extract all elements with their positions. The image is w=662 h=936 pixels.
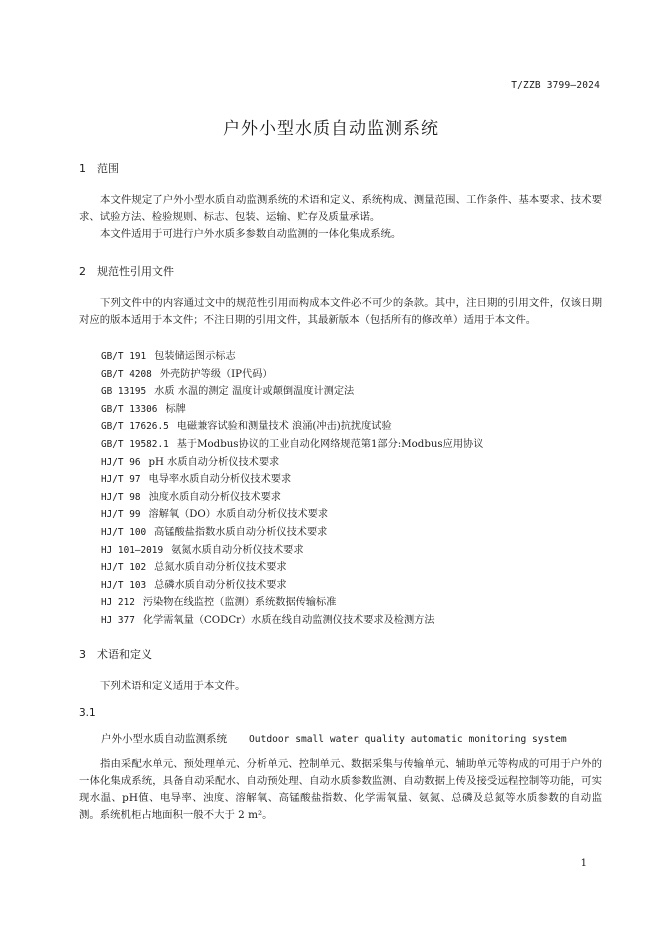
reference-title: 基于Modbus协议的工业自动化网络规范第1部分:Modbus应用协议 xyxy=(176,438,484,450)
reference-item xyxy=(101,524,483,542)
standard-number: T/ZZB 3799—2024 xyxy=(511,80,600,91)
term-chinese: 户外小型水质自动监测系统 xyxy=(101,733,227,745)
reference-item xyxy=(101,489,483,507)
reference-title: 污染物在线监控（监测）系统数据传输标准 xyxy=(142,597,337,609)
document-title: 户外小型水质自动监测系统 xyxy=(223,119,439,139)
reference-title: 高锰酸盐指数水质自动分析仪技术要求 xyxy=(154,526,328,538)
section-title: 术语和定义 xyxy=(97,648,152,661)
term-definition: 指由采配水单元、预处理单元、分析单元、控制单元、数据采集与传输单元、辅助单元等构成的可用于户外的一体化集成系统，具备自动采配水、自动预处理、自动水质参数监测、自动数据上传及接受远程控制等功能，可实现水温、pH值、电导率、浊度、溶解氧、高锰酸盐指数、化学需氧量、氨氮、总磷及总氮等水质参数的自动监测。系统机柜占地面积一般不大于 2 m²。 xyxy=(79,758,602,821)
reference-item xyxy=(101,436,483,454)
reference-code: GB 13195 xyxy=(101,386,147,398)
reference-title: 标牌 xyxy=(165,403,186,415)
term-english: Outdoor small water quality automatic monitoring system xyxy=(249,734,567,745)
reference-code: HJ/T 97 xyxy=(101,474,141,486)
scope-paragraph-2: 本文件适用于可进行户外水质多参数自动监测的一体化集成系统。 xyxy=(100,228,402,240)
reference-item xyxy=(101,471,483,489)
reference-title: 溶解氧（DO）水质自动分析仪技术要求 xyxy=(148,509,329,521)
reference-list xyxy=(101,348,483,630)
reference-title: 电导率水质自动分析仪技术要求 xyxy=(148,474,292,486)
reference-title: 化学需氧量（CODCr）水质在线自动监测仪技术要求及检测方法 xyxy=(142,614,435,626)
reference-title: 总氮水质自动分析仪技术要求 xyxy=(154,562,287,574)
reference-code: GB/T 191 xyxy=(101,351,147,362)
terms-intro: 下列术语和定义适用于本文件。 xyxy=(100,680,246,692)
reference-item xyxy=(101,612,483,630)
section-number: 1 xyxy=(79,162,86,175)
reference-item xyxy=(101,559,483,577)
reference-code: HJ 377 xyxy=(101,614,135,626)
section-title: 范围 xyxy=(97,162,119,175)
reference-title: 氨氮水质自动分析仪技术要求 xyxy=(171,544,304,556)
reference-code: HJ 101—2019 xyxy=(101,544,164,556)
reference-code: HJ/T 102 xyxy=(101,562,147,574)
section-number: 2 xyxy=(79,265,86,278)
page-number: 1 xyxy=(580,858,587,869)
reference-code: HJ 212 xyxy=(101,597,135,609)
reference-title: 包装储运图示标志 xyxy=(154,351,236,362)
reference-code: GB/T 13306 xyxy=(101,403,158,415)
reference-code: HJ/T 100 xyxy=(101,526,147,538)
reference-code: HJ/T 99 xyxy=(101,509,141,521)
reference-title: 电磁兼容试验和测量技术 浪涌(冲击)抗扰度试验 xyxy=(176,421,392,433)
scope-paragraph-1: 本文件规定了户外小型水质自动监测系统的术语和定义、系统构成、测量范围、工作条件、基本要求、技术要求、试验方法、检验规则、标志、包装、运输、贮存及质量承诺。 xyxy=(79,194,602,223)
reference-code: HJ/T 98 xyxy=(101,491,141,503)
reference-title: 外壳防护等级（IP代码） xyxy=(159,368,273,380)
reference-item xyxy=(101,594,483,612)
section-heading-terms xyxy=(79,646,152,662)
reference-title: 浊度水质自动分析仪技术要求 xyxy=(148,491,281,503)
reference-code: GB/T 17626.5 xyxy=(101,421,169,433)
term-number: 3.1 xyxy=(79,707,96,719)
reference-item xyxy=(101,418,483,436)
reference-item xyxy=(101,577,483,595)
reference-title: pH 水质自动分析仪技术要求 xyxy=(148,456,280,468)
term-entry xyxy=(101,731,567,746)
reference-code: HJ/T 103 xyxy=(101,579,147,591)
section-number: 3 xyxy=(79,648,86,661)
section-heading-scope xyxy=(79,160,119,176)
reference-item xyxy=(101,506,483,524)
reference-item xyxy=(101,542,483,560)
reference-code: GB/T 19582.1 xyxy=(101,438,169,450)
references-intro: 下列文件中的内容通过文中的规范性引用而构成本文件必不可少的条款。其中，注日期的引用文件，仅该日期对应的版本适用于本文件；不注日期的引用文件，其最新版本（包括所有的修改单）适用于本文件。 xyxy=(79,297,602,326)
reference-item xyxy=(101,401,483,419)
reference-title: 水质 水温的测定 温度计或颠倒温度计测定法 xyxy=(154,386,355,398)
section-heading-normative-references xyxy=(79,263,174,279)
reference-item xyxy=(101,366,483,384)
reference-code: GB/T 4208 xyxy=(101,368,152,380)
reference-title: 总磷水质自动分析仪技术要求 xyxy=(154,579,287,591)
reference-item xyxy=(101,454,483,472)
reference-code: HJ/T 96 xyxy=(101,456,141,468)
reference-item xyxy=(101,348,483,366)
reference-item xyxy=(101,383,483,401)
section-title: 规范性引用文件 xyxy=(97,265,174,278)
